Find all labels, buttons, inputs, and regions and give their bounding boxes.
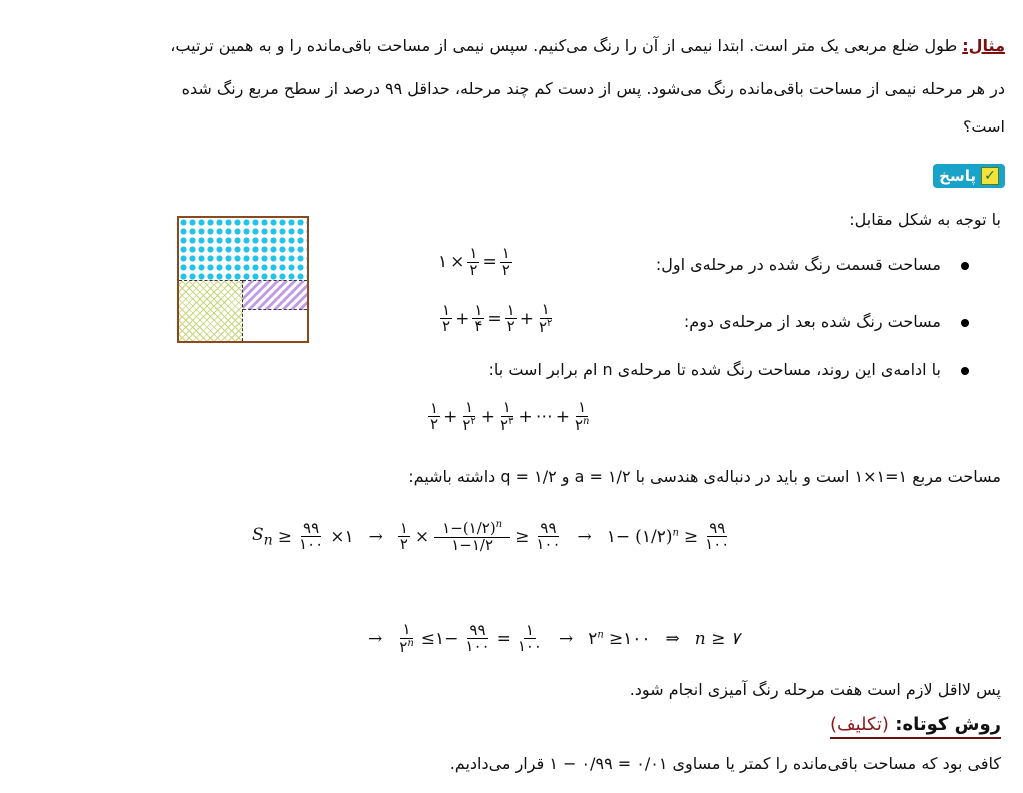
numerator: ۱−(۱/۲)$^n$	[434, 520, 510, 538]
implies-arrow: ⇒	[665, 628, 680, 649]
math-op: ×	[414, 526, 430, 547]
inequality-step-1	[252, 520, 731, 554]
math-op: =	[482, 252, 497, 273]
first-half-region	[179, 218, 307, 280]
denominator: ۱۰۰	[705, 535, 730, 554]
base: ۲	[500, 415, 509, 434]
term: ۱−	[442, 519, 463, 537]
numerator: ۱	[501, 244, 510, 262]
math-op: +	[555, 406, 570, 427]
fraction	[428, 398, 440, 434]
arrow: →	[368, 526, 383, 547]
denominator: ۱۰۰	[299, 535, 324, 554]
checkbox-icon: ✓	[981, 167, 999, 185]
math-op: +	[519, 308, 534, 329]
answer-label: پاسخ	[939, 167, 976, 185]
math-op: ≥	[515, 526, 530, 547]
numerator: ۹۹	[540, 518, 557, 537]
math-op: +	[518, 406, 533, 427]
bullet-2: مساحت رنگ شده بعد از مرحله‌ی دوم:	[683, 312, 941, 331]
exponent: n	[672, 527, 679, 539]
s-letter: S	[252, 525, 264, 546]
math-op: =	[487, 308, 502, 329]
math-step-2	[440, 302, 554, 336]
example-label: مثال:	[962, 36, 1005, 55]
term	[588, 629, 604, 649]
fraction	[534, 518, 562, 554]
denominator	[573, 417, 592, 434]
fraction	[397, 622, 416, 656]
second-quarter-region	[179, 280, 243, 342]
arrow: →	[368, 628, 383, 649]
numerator: ۹۹	[303, 518, 320, 537]
exponent: n	[583, 415, 590, 427]
term: ۲	[481, 519, 490, 537]
math-op: ≥	[277, 526, 293, 547]
denominator: ۲	[501, 260, 510, 279]
short-method-text: کافی بود که مساحت باقی‌مانده را کمتر یا مساوی ۰/۰۱ = ۰/۹۹ − ۱ قرار می‌دادیم.	[449, 754, 1001, 773]
sum-symbol	[252, 525, 273, 548]
math-op: ≥	[683, 526, 699, 547]
bullet-icon	[961, 367, 969, 375]
problem-text: طول ضلع مربعی یک متر است. ابتدا نیمی از آن را رنگ می‌کنیم. سپس نیمی از مساحت باقی‌مانده را و به همین ترتیب،	[170, 36, 958, 55]
numerator: ۱	[469, 244, 478, 262]
fraction	[297, 518, 325, 554]
denominator: ۲	[399, 535, 408, 554]
geometric-line: مساحت مربع ۱=۱×۱ است و باید در دنباله‌ی هندسی با a = ۱/۲ و q = ۱/۲ داشته باشیم:	[408, 467, 1001, 486]
short-method-title: روش کوتاه:	[895, 714, 1001, 735]
fraction	[505, 300, 517, 336]
term: ۱	[641, 526, 651, 547]
numerator: ۹۹	[469, 620, 486, 639]
bullet-icon	[961, 262, 969, 270]
fraction	[472, 300, 484, 336]
denominator: ۱−۱/۲	[451, 535, 494, 554]
fraction	[463, 620, 491, 656]
fraction	[498, 400, 515, 434]
exponent: ۲	[547, 317, 553, 329]
base: ۲	[538, 317, 547, 336]
numerator: ۱	[474, 300, 483, 319]
math-term: ۱	[438, 252, 448, 273]
denominator: ۴	[474, 317, 483, 336]
denominator	[537, 319, 554, 336]
exponent: n	[597, 629, 604, 641]
fraction	[516, 620, 544, 656]
fraction	[460, 400, 477, 434]
denominator: ۲	[469, 260, 478, 279]
numerator: ۹۹	[709, 518, 726, 537]
exponent: n	[407, 637, 414, 649]
term: ۱−	[451, 535, 472, 554]
fraction	[398, 518, 410, 554]
denominator	[460, 417, 477, 434]
numerator: ۱	[465, 398, 474, 416]
numerator: ۱	[430, 398, 439, 417]
bullet-1: مساحت قسمت رنگ شده در مرحله‌ی اول:	[655, 255, 941, 274]
math-step-1	[438, 246, 512, 279]
base: ۲	[399, 637, 408, 656]
term: ۲	[656, 526, 666, 547]
math-op: ⋯	[535, 406, 553, 427]
fraction	[434, 520, 510, 554]
fraction	[500, 246, 512, 279]
denominator: ۲	[430, 415, 439, 434]
short-method-heading	[830, 714, 1001, 739]
math-op: ×۱	[330, 526, 354, 547]
inequality-step-2	[368, 622, 740, 656]
math-op: +	[455, 308, 470, 329]
answer-badge	[933, 164, 1005, 188]
problem-line-3: است؟	[962, 117, 1005, 136]
term: ۱	[468, 519, 477, 537]
base: ۲	[574, 415, 583, 434]
math-op: +	[443, 406, 458, 427]
denominator: ۱۰۰	[465, 637, 490, 656]
result: n ≥ ۷	[694, 628, 740, 649]
numerator: ۱	[525, 620, 534, 639]
numerator: ۱	[506, 300, 515, 319]
exponent: ۲	[470, 415, 476, 427]
term: ۱	[471, 535, 480, 554]
subscript: n	[263, 532, 273, 549]
shaded-square-figure	[177, 216, 309, 343]
solution-intro: با توجه به شکل مقابل:	[849, 210, 1001, 229]
conclusion: پس لااقل لازم است هفت مرحله رنگ آمیزی انجام شود.	[629, 680, 1001, 699]
fraction	[467, 246, 479, 279]
math-op: ×	[450, 252, 465, 273]
term: ۱−	[606, 526, 631, 547]
numerator: ۱	[578, 398, 587, 416]
bullet-icon	[961, 319, 969, 327]
numerator: ۱	[399, 518, 408, 537]
fraction	[703, 518, 731, 554]
denominator: ۲	[442, 317, 451, 336]
third-eighth-region	[243, 280, 307, 311]
problem-line-1	[170, 36, 1005, 55]
denominator: ۱۰۰	[536, 535, 561, 554]
homework-tag: (تکلیف)	[829, 714, 889, 735]
exponent: n	[495, 519, 503, 530]
denominator: ۲	[506, 317, 515, 336]
math-series	[428, 400, 591, 434]
denominator: ۱۰۰	[517, 637, 542, 656]
denominator	[397, 639, 416, 656]
bullet-3: با ادامه‌ی این روند، مساحت رنگ شده تا مرحله‌ی n ام برابر است با:	[488, 360, 941, 379]
numerator: ۱	[502, 398, 511, 416]
math-op: +	[480, 406, 495, 427]
numerator: ۱	[541, 300, 550, 318]
term: (۱/۲)$^n$	[635, 526, 679, 547]
math-op: ≥۱۰۰	[608, 628, 651, 649]
base: ۲	[462, 415, 471, 434]
numerator: ۱	[402, 620, 411, 638]
numerator: ۱	[442, 300, 451, 319]
fraction	[573, 400, 592, 434]
fraction	[440, 300, 452, 336]
arrow: →	[558, 628, 574, 649]
fraction	[537, 302, 554, 336]
problem-line-2: در هر مرحله نیمی از مساحت باقی‌مانده رنگ می‌شود. پس از دست کم چند مرحله، حداقل ۹۹ درصد از سطح مربع رنگ شده	[181, 79, 1005, 98]
denominator	[498, 417, 515, 434]
exponent: ۳	[508, 415, 514, 427]
arrow: →	[577, 526, 592, 547]
base: ۲	[588, 628, 598, 649]
math-op: =	[496, 628, 511, 649]
math-op: ≤۱−	[420, 628, 459, 649]
term: ۲	[484, 535, 494, 554]
